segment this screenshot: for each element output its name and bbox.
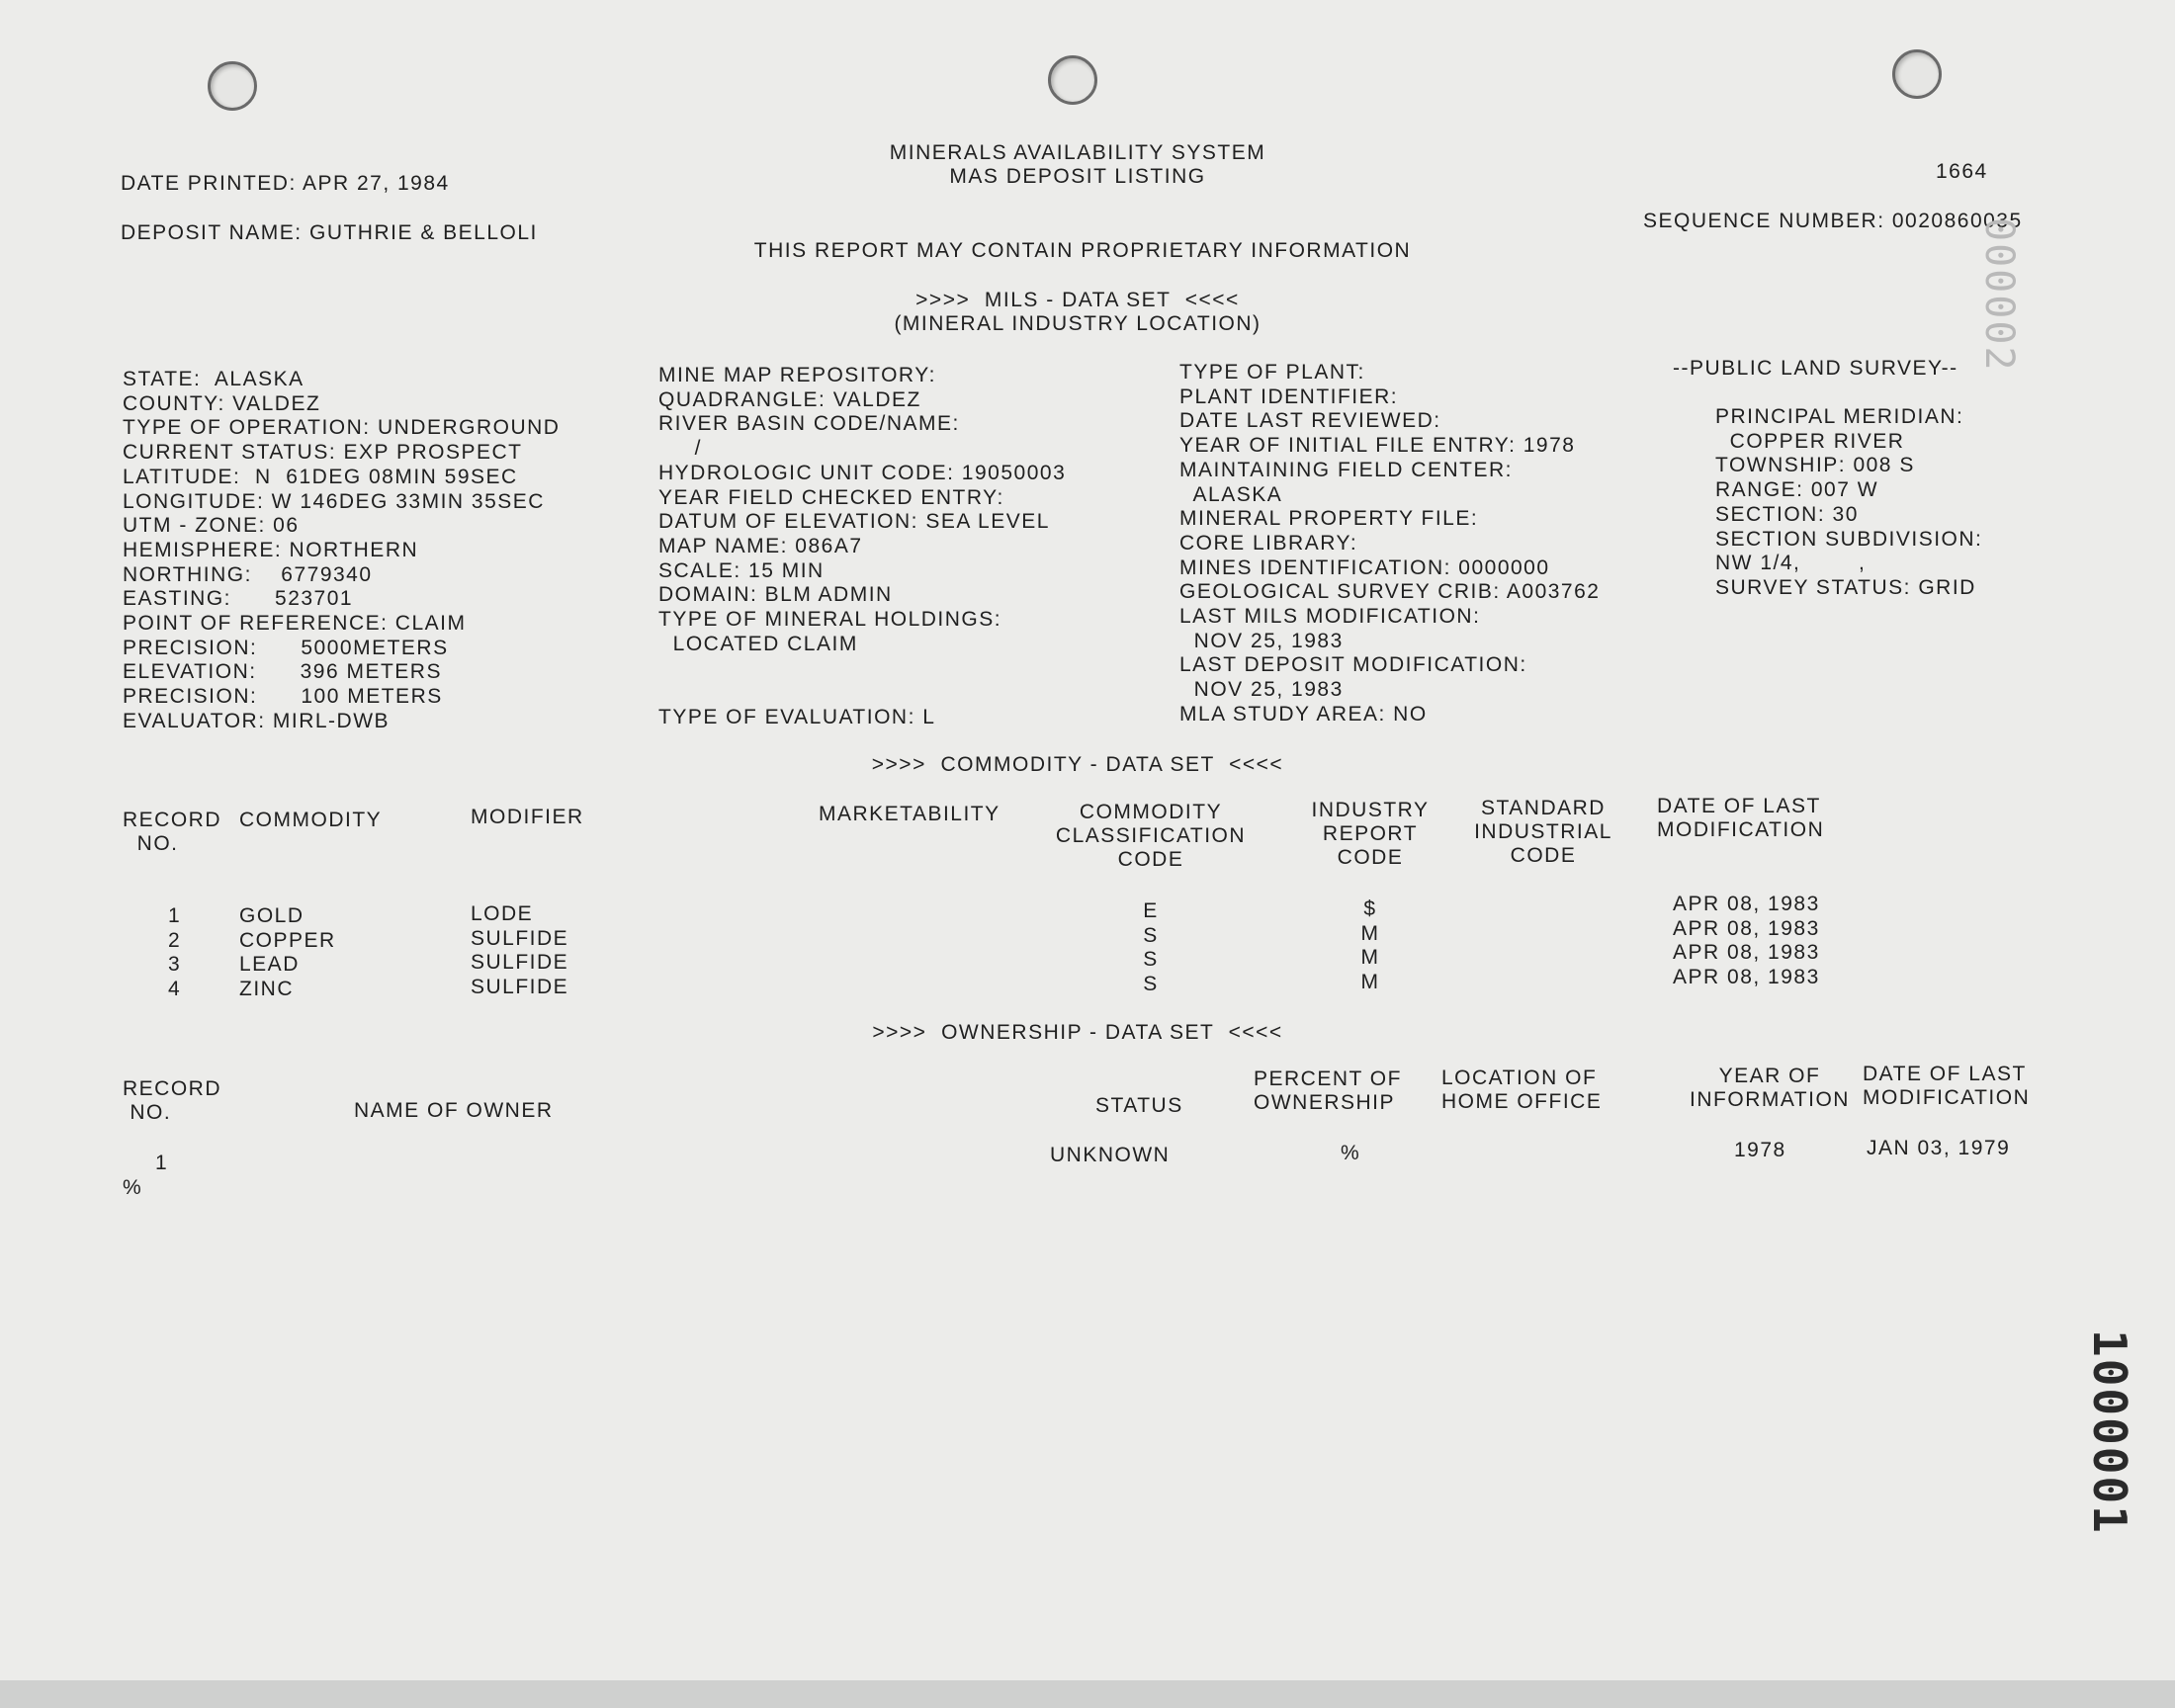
commodity-date: APR 08, 1983 — [1673, 966, 1820, 988]
commodity-header-sic: STANDARD INDUSTRIAL CODE — [1474, 797, 1612, 868]
mils-field: UTM - ZONE: 06 — [123, 514, 300, 538]
commodity-class-code: S — [1143, 973, 1159, 995]
mils-field: / — [658, 437, 703, 461]
ownership-header-date: DATE OF LAST MODIFICATION — [1863, 1063, 2031, 1110]
ownership-header-status: STATUS — [1095, 1094, 1183, 1117]
commodity-modifier: LODE — [471, 902, 534, 925]
commodity-class-code: S — [1143, 948, 1159, 971]
page-number: 1664 — [1936, 160, 1988, 183]
ownership-header-owner: NAME OF OWNER — [354, 1099, 554, 1122]
mils-field: LONGITUDE: W 146DEG 33MIN 35SEC — [123, 489, 545, 513]
mils-field: MINE MAP REPOSITORY: — [658, 364, 936, 386]
commodity-class-code: S — [1143, 924, 1159, 947]
commodity-report-code: M — [1360, 971, 1380, 993]
mils-field: LAST MILS MODIFICATION: — [1179, 605, 1481, 628]
commodity-name: COPPER — [239, 929, 336, 952]
proprietary-notice: THIS REPORT MAY CONTAIN PROPRIETARY INFORMATION — [753, 239, 1412, 262]
mils-field: LATITUDE: N 61DEG 08MIN 59SEC — [123, 465, 518, 488]
survey-field: NW 1/4, , — [1715, 552, 1867, 575]
mils-field: PRECISION: 100 METERS — [123, 685, 443, 709]
commodity-header-date: DATE OF LAST MODIFICATION — [1657, 795, 1825, 842]
commodity-header-modifier: MODIFIER — [471, 806, 584, 828]
ownership-header-location: LOCATION OF HOME OFFICE — [1441, 1067, 1603, 1114]
mils-field: NOV 25, 1983 — [1179, 629, 1344, 652]
commodity-modifier: SULFIDE — [471, 976, 569, 998]
survey-field: RANGE: 007 W — [1715, 478, 1879, 502]
mils-field: YEAR OF INITIAL FILE ENTRY: 1978 — [1179, 434, 1576, 458]
punch-hole-right — [1892, 49, 1942, 99]
mils-field: ALASKA — [1179, 482, 1283, 506]
ownership-status: UNKNOWN — [1050, 1144, 1171, 1166]
mils-field: MINES IDENTIFICATION: 0000000 — [1179, 555, 1550, 579]
sequence-number: SEQUENCE NUMBER: 0020860035 — [1643, 210, 2023, 232]
commodity-report-code: M — [1360, 946, 1380, 969]
ownership-date: JAN 03, 1979 — [1867, 1137, 2011, 1159]
commodity-header-industry-report: INDUSTRY REPORT CODE — [1311, 799, 1430, 870]
mils-field: SCALE: 15 MIN — [658, 558, 825, 582]
commodity-modifier: SULFIDE — [471, 927, 569, 950]
survey-field: COPPER RIVER — [1715, 429, 1905, 453]
ownership-section-title: >>>> OWNERSHIP - DATA SET <<<< — [872, 1021, 1283, 1044]
mils-field: CORE LIBRARY: — [1179, 531, 1358, 555]
mils-field: CURRENT STATUS: EXP PROSPECT — [123, 441, 523, 465]
commodity-report-code: M — [1360, 922, 1380, 945]
commodity-header-commodity: COMMODITY — [239, 809, 383, 831]
commodity-modifier: SULFIDE — [471, 951, 569, 974]
survey-field: SECTION SUBDIVISION: — [1715, 527, 1983, 551]
land-survey-title: --PUBLIC LAND SURVEY-- — [1673, 357, 1958, 380]
survey-field: TOWNSHIP: 008 S — [1715, 454, 1915, 477]
date-printed: DATE PRINTED: APR 27, 1984 — [121, 172, 450, 195]
commodity-header-marketability: MARKETABILITY — [819, 803, 1000, 825]
commodity-name: GOLD — [239, 904, 304, 927]
mils-field: LAST DEPOSIT MODIFICATION: — [1179, 653, 1527, 677]
mils-field: ELEVATION: 396 METERS — [123, 660, 442, 684]
system-title: MINERALS AVAILABILITY SYSTEM — [889, 141, 1266, 164]
survey-field: SURVEY STATUS: GRID — [1715, 575, 1976, 599]
commodity-section-title: >>>> COMMODITY - DATA SET <<<< — [871, 753, 1284, 776]
mils-field: GEOLOGICAL SURVEY CRIB: A003762 — [1179, 580, 1601, 604]
commodity-record-no: 4 — [168, 978, 182, 1000]
type-of-evaluation: TYPE OF EVALUATION: L — [658, 706, 936, 728]
punch-hole-center — [1048, 55, 1097, 105]
ownership-header-year: YEAR OF INFORMATION — [1690, 1065, 1850, 1112]
commodity-header-record: RECORD NO. — [123, 809, 222, 856]
ownership-note: % — [123, 1176, 143, 1199]
mils-field: MAINTAINING FIELD CENTER: — [1179, 458, 1513, 481]
commodity-header-classification: COMMODITY CLASSIFICATION CODE — [1055, 801, 1247, 872]
commodity-date: APR 08, 1983 — [1673, 893, 1820, 915]
listing-title: MAS DEPOSIT LISTING — [949, 165, 1206, 188]
mils-field: DATUM OF ELEVATION: SEA LEVEL — [658, 510, 1050, 534]
ownership-record-no: 1 — [155, 1152, 169, 1174]
survey-field: PRINCIPAL MERIDIAN: — [1715, 405, 1964, 428]
commodity-report-code: $ — [1363, 897, 1377, 920]
mils-field: PRECISION: 5000METERS — [123, 636, 449, 659]
mils-field: NOV 25, 1983 — [1179, 678, 1344, 702]
mils-field: NORTHING: 6779340 — [123, 562, 373, 586]
commodity-date: APR 08, 1983 — [1673, 917, 1820, 940]
mils-field: YEAR FIELD CHECKED ENTRY: — [658, 485, 1004, 509]
mils-field: POINT OF REFERENCE: CLAIM — [123, 612, 467, 635]
commodity-record-no: 3 — [168, 953, 182, 976]
ownership-header-record: RECORD NO. — [123, 1077, 222, 1125]
mils-field: HYDROLOGIC UNIT CODE: 19050003 — [658, 461, 1067, 484]
punch-hole-left — [208, 61, 257, 111]
ownership-year: 1978 — [1734, 1139, 1786, 1161]
mils-field: STATE: ALASKA — [123, 368, 304, 390]
mils-field: RIVER BASIN CODE/NAME: — [658, 412, 960, 436]
mils-field: QUADRANGLE: VALDEZ — [658, 387, 921, 411]
commodity-date: APR 08, 1983 — [1673, 941, 1820, 964]
mils-field: EASTING: 523701 — [123, 587, 354, 611]
mils-field: MINERAL PROPERTY FILE: — [1179, 507, 1479, 531]
commodity-record-no: 1 — [168, 904, 182, 927]
commodity-name: LEAD — [239, 953, 300, 976]
mils-field: PLANT IDENTIFIER: — [1179, 384, 1399, 408]
commodity-name: ZINC — [239, 978, 294, 1000]
mils-field: TYPE OF PLANT: — [1179, 361, 1365, 384]
mils-field: MLA STUDY AREA: NO — [1179, 702, 1428, 726]
mils-field: EVALUATOR: MIRL-DWB — [123, 709, 391, 732]
mils-section-subtitle: (MINERAL INDUSTRY LOCATION) — [894, 312, 1262, 335]
survey-field: SECTION: 30 — [1715, 502, 1859, 526]
mils-field: TYPE OF MINERAL HOLDINGS: — [658, 608, 1002, 631]
commodity-record-no: 2 — [168, 929, 182, 952]
mils-field: DOMAIN: BLM ADMIN — [658, 583, 893, 607]
deposit-name: DEPOSIT NAME: GUTHRIE & BELLOLI — [121, 221, 538, 244]
mils-field: DATE LAST REVIEWED: — [1179, 409, 1441, 433]
mils-field: COUNTY: VALDEZ — [123, 391, 321, 415]
mils-field: HEMISPHERE: NORTHERN — [123, 538, 419, 561]
mils-field: LOCATED CLAIM — [658, 632, 858, 655]
mils-field: MAP NAME: 086A7 — [658, 534, 863, 557]
mils-section-title: >>>> MILS - DATA SET <<<< — [915, 289, 1240, 311]
ownership-percent: % — [1341, 1142, 1361, 1164]
ownership-header-percent: PERCENT OF OWNERSHIP — [1254, 1068, 1402, 1115]
mils-field: TYPE OF OPERATION: UNDERGROUND — [123, 416, 561, 440]
commodity-class-code: E — [1143, 899, 1159, 922]
serial-stamp-top: 000002 — [1976, 217, 2022, 373]
serial-stamp-bottom: 1000001 — [2083, 1329, 2136, 1535]
